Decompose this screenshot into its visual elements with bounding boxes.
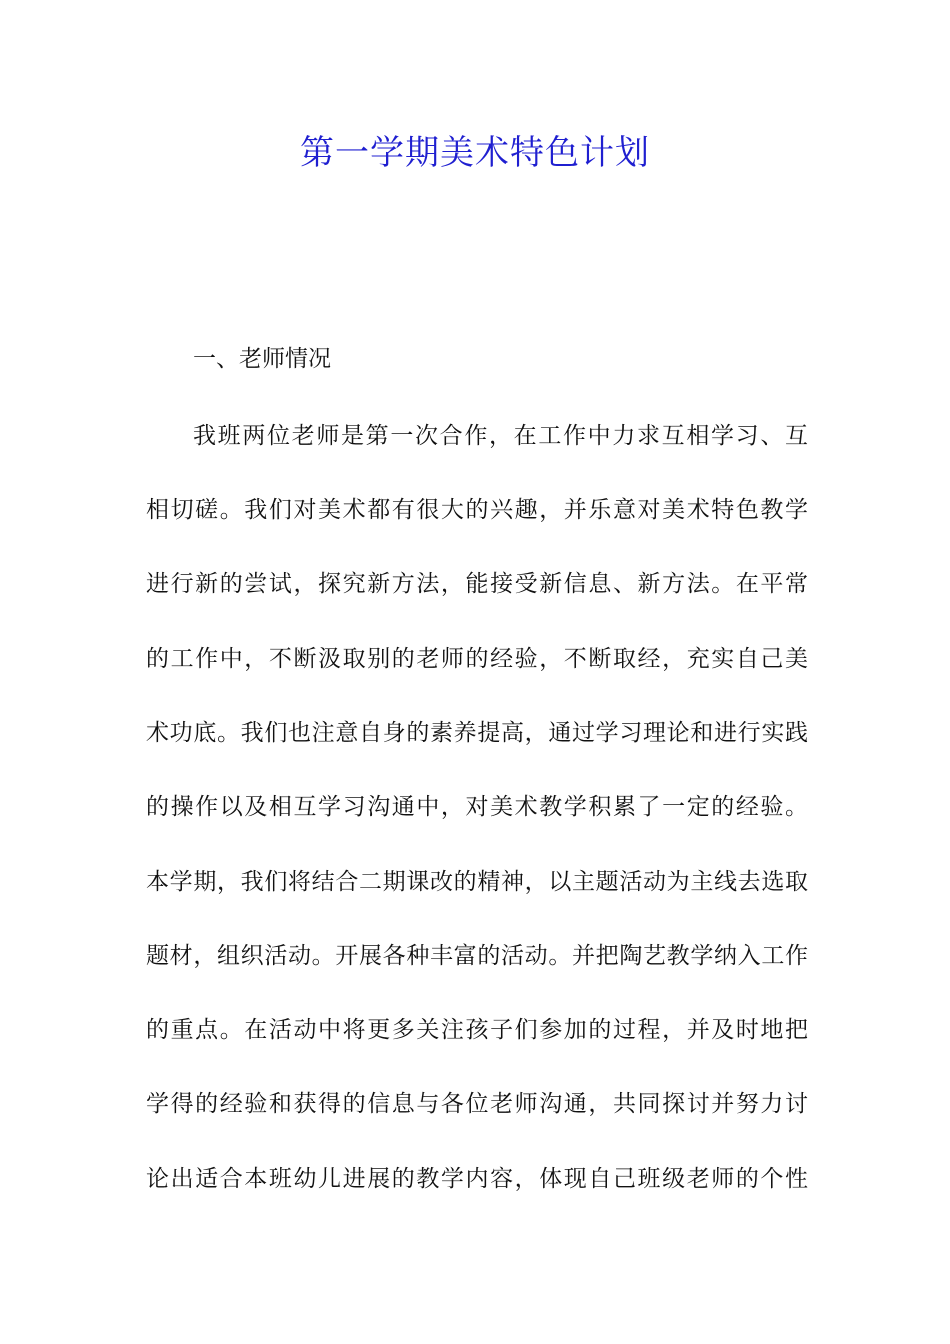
- paragraph-line: 相切磋。我们对美术都有很大的兴趣，并乐意对美术特色教学: [146, 497, 808, 523]
- paragraph-line: 我班两位老师是第一次合作，在工作中力求互相学习、互: [193, 423, 808, 449]
- paragraph-line: 论出适合本班幼儿进展的教学内容，体现自己班级老师的个性: [146, 1166, 808, 1192]
- paragraph-line: 的重点。在活动中将更多关注孩子们参加的过程，并及时地把: [146, 1017, 808, 1043]
- paragraph-line: 术功底。我们也注意自身的素养提高，通过学习理论和进行实践: [146, 720, 808, 746]
- paragraph-line: 本学期，我们将结合二期课改的精神，以主题活动为主线去选取: [146, 869, 808, 895]
- paragraph-line: 题材，组织活动。开展各种丰富的活动。并把陶艺教学纳入工作: [146, 943, 808, 969]
- document-title: 第一学期美术特色计划: [300, 133, 650, 173]
- paragraph-line: 的操作以及相互学习沟通中，对美术教学积累了一定的经验。: [146, 794, 808, 820]
- section-heading-teacher-situation: 一、老师情况: [193, 346, 331, 372]
- paragraph-line: 学得的经验和获得的信息与各位老师沟通，共同探讨并努力讨: [146, 1091, 808, 1117]
- paragraph-line: 的工作中，不断汲取别的老师的经验，不断取经，充实自己美: [146, 646, 808, 672]
- paragraph-line: 进行新的尝试，探究新方法，能接受新信息、新方法。在平常: [146, 571, 808, 597]
